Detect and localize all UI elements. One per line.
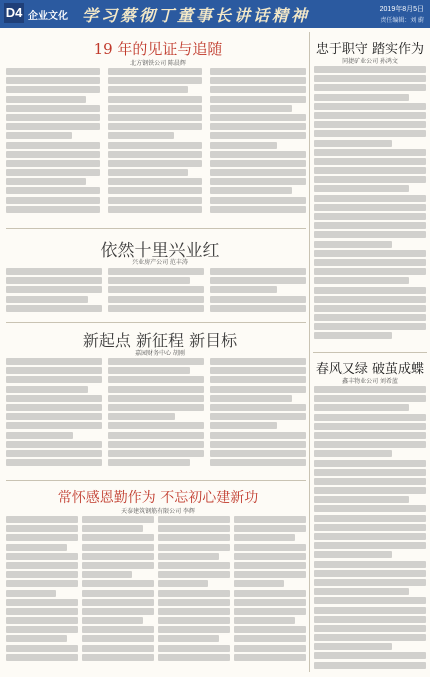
article-5-byline: 同捷矿业公司 孙鸿文 xyxy=(342,59,398,65)
article-4-byline: 天泰建筑钢筋有限公司 李辉 xyxy=(121,509,195,515)
article-6-body xyxy=(314,386,426,672)
article-6-headline: 春风又绿 破茧成蝶 xyxy=(315,362,425,377)
article-4-body xyxy=(6,516,306,672)
article-6-byline: 鑫丰物业公司 刘希蓝 xyxy=(342,379,398,385)
article-3-body xyxy=(6,358,306,476)
article-3-byline: 嘉园财务中心 胡刚 xyxy=(135,351,185,357)
text-column xyxy=(234,516,306,672)
article-1-byline: 北方钢铁公司 陈晨辉 xyxy=(130,61,186,67)
article-2-body xyxy=(6,268,306,318)
column-divider xyxy=(309,32,310,672)
article-3-headline: 新起点 新征程 新目标 xyxy=(82,331,238,350)
text-column xyxy=(314,66,426,348)
text-column xyxy=(6,68,100,226)
text-column xyxy=(314,386,426,672)
article-1-headline: 19 年的见证与追随 xyxy=(93,40,223,58)
text-column xyxy=(6,358,102,476)
responsible-editor: 责任编辑：刘 蔚 xyxy=(380,18,424,24)
text-column xyxy=(210,68,306,226)
section-rule xyxy=(6,480,306,481)
text-column xyxy=(210,358,306,476)
article-2-headline: 依然十里兴业红 xyxy=(100,241,220,261)
text-column xyxy=(6,516,78,672)
text-column xyxy=(82,516,154,672)
text-column xyxy=(108,68,202,226)
text-column xyxy=(158,516,230,672)
text-column xyxy=(210,268,306,318)
section-rule xyxy=(6,322,306,323)
article-5-body xyxy=(314,66,426,348)
section-rule xyxy=(313,352,427,353)
page-number: D4 xyxy=(4,3,24,23)
masthead xyxy=(0,0,430,28)
article-5-headline: 忠于职守 踏实作为 xyxy=(315,42,425,57)
section-rule xyxy=(6,228,306,229)
text-column xyxy=(6,268,102,318)
article-2-byline: 兴业房产公司 范丰涛 xyxy=(132,260,188,266)
article-4-headline: 常怀感恩勤作为 不忘初心建新功 xyxy=(57,490,259,506)
text-column xyxy=(108,358,204,476)
section-name: 企业文化 xyxy=(28,11,68,22)
issue-date: 2019年8月5日 xyxy=(379,6,424,13)
text-column xyxy=(108,268,204,318)
article-1-body xyxy=(6,68,306,226)
banner-title: 学习蔡彻丁董事长讲话精神 xyxy=(82,6,311,25)
